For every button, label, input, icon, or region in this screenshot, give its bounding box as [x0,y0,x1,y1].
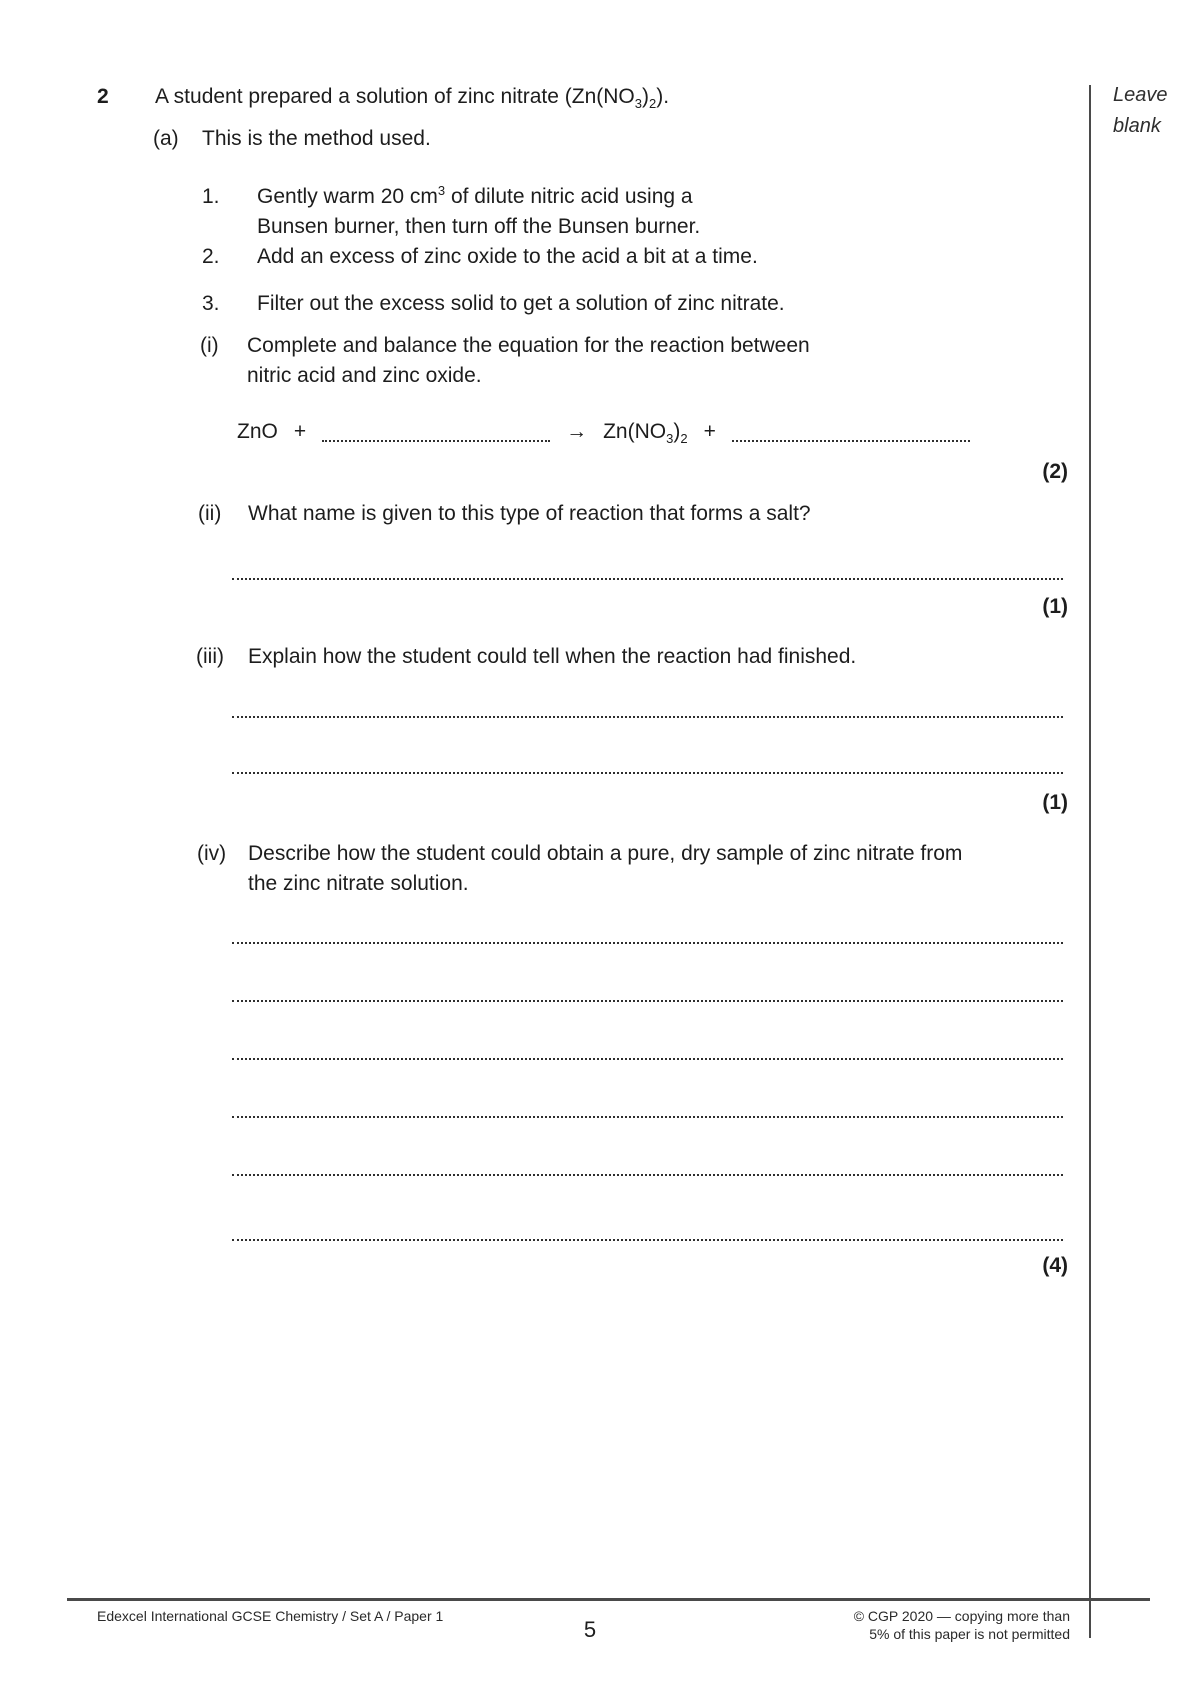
footer-rule [67,1598,1150,1601]
part-i-text-line2: nitric acid and zinc oxide. [247,364,482,387]
step-3-text: Filter out the excess solid to get a solution of zinc nitrate. [257,292,785,315]
answer-line [232,1000,1063,1002]
question-intro [155,83,669,111]
step-2-number: 2. [202,245,220,268]
equation-arrow: → [566,420,588,443]
part-iii-text: Explain how the student could tell when the reaction had finished. [248,645,857,668]
answer-line [232,772,1063,774]
marks-badge-iii: (1) [1042,791,1068,814]
answer-line [232,1116,1063,1118]
answer-line [232,1174,1063,1176]
equation-product [603,418,687,446]
part-i-text-line1: Complete and balance the equation for the reaction between [247,334,810,357]
leave-blank-column-rule [1089,85,1091,1638]
part-iv-text-line1: Describe how the student could obtain a pure, dry sample of zinc nitrate from [248,842,963,865]
part-a-label: (a) [153,127,179,150]
step-text: Gently warm 20 cm [257,185,438,208]
equation-plus: + [293,420,307,443]
footer-paper-title: Edexcel International GCSE Chemistry / Set A / Paper 1 [97,1608,444,1624]
step-1-number: 1. [202,185,220,208]
part-i-label: (i) [200,334,219,357]
cm-cubed-superscript: 3 [437,183,446,198]
answer-line [232,1058,1063,1060]
part-iii-label: (iii) [196,645,224,668]
chemical-equation [237,418,970,446]
marks-badge-ii: (1) [1042,595,1068,618]
footer-copyright-line1: © CGP 2020 — copying more than [853,1608,1070,1624]
equation-plus: + [703,420,716,443]
part-iv-label: (iv) [197,842,227,865]
equation-answer-blank [322,438,550,442]
marks-badge-iv: (4) [1042,1254,1068,1277]
step-1-text-line1 [257,183,693,211]
answer-line [232,942,1063,944]
step-text: of dilute nitric acid using a [445,185,693,208]
marks-badge-i: (2) [1042,460,1068,483]
intro-text: ) [641,85,649,108]
formula-subscript: 3 [666,431,674,446]
part-ii-text: What name is given to this type of reaction that forms a salt? [248,502,811,525]
product-text: Zn(NO [603,420,667,443]
answer-line [232,716,1063,718]
footer-copyright [854,1607,1070,1643]
answer-line [232,578,1063,580]
leave-blank-label-line2: blank [1113,115,1161,137]
intro-text: ). [656,85,670,108]
formula-subscript: 3 [634,96,642,111]
step-3-number: 3. [202,292,220,315]
part-ii-label: (ii) [198,502,222,525]
step-1-text-line2: Bunsen burner, then turn off the Bunsen burner. [257,215,701,238]
formula-subscript: 2 [680,431,688,446]
intro-text: A student prepared a solution of zinc nitrate (Zn(NO [155,85,635,108]
step-2-text: Add an excess of zinc oxide to the acid a bit at a time. [257,245,758,268]
part-a-text: This is the method used. [202,127,431,150]
product-text: ) [673,420,681,443]
leave-blank-label-line1: Leave [1113,84,1168,106]
part-iv-text-line2: the zinc nitrate solution. [248,872,469,895]
page-number: 5 [583,1617,597,1642]
formula-subscript: 2 [648,96,657,111]
equation-reactant: ZnO [237,420,278,443]
answer-line [232,1239,1063,1241]
footer-copyright-line2: 5% of this paper is not permitted [869,1626,1070,1642]
question-number: 2 [97,85,109,108]
equation-answer-blank [732,438,970,442]
